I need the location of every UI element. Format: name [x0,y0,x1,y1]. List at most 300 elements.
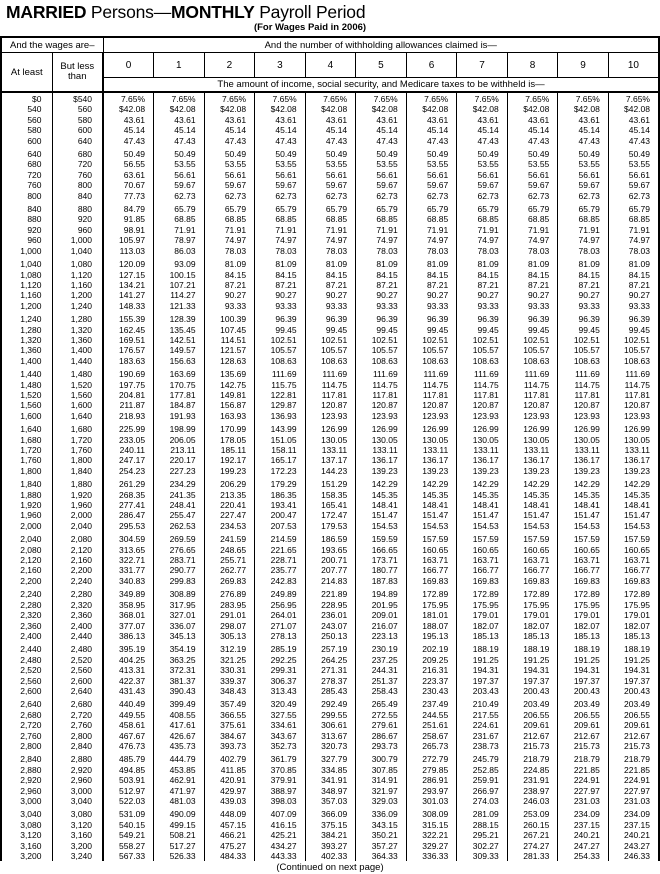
withholding-amount-cell: 114.75 [356,380,407,390]
wage-cell: 2,600 [1,686,52,696]
withholding-amount-cell: 65.79 [255,204,306,214]
table-row [1,466,659,476]
withholding-amount-cell: 74.97 [255,235,306,245]
withholding-amount-cell: 200.43 [624,685,650,696]
withholding-amount-cell: 87.21 [507,280,558,290]
withholding-amount-cell: 291.01 [204,610,255,620]
withholding-amount-cell: 87.21 [457,280,508,290]
table-row [1,631,659,641]
withholding-amount-cell: 182.07 [457,621,508,631]
table-row [1,676,659,686]
withholding-amount-cell: 96.39 [457,314,508,324]
wage-cell: 2,800 [1,741,52,751]
withholding-amount-cell: 84.15 [507,270,558,280]
withholding-amount-cell: 56.61 [204,170,255,180]
wage-cell: 1,840 [1,479,52,489]
withholding-amount-cell: 43.61 [558,115,609,125]
withholding-amount-cell: 251.37 [356,676,407,686]
wage-cell: 720 [1,170,52,180]
withholding-amount-cell: 448.09 [204,809,255,819]
withholding-amount-cell: 151.47 [558,510,609,520]
withholding-amount-cell: 281.33 [507,851,558,861]
withholding-amount-cell: 249.89 [255,589,306,599]
withholding-table [0,36,660,861]
withholding-amount-cell: 336.09 [356,809,407,819]
wage-cell: 3,120 [1,830,52,840]
withholding-amount-cell: 145.35 [624,489,650,500]
withholding-amount-cell: 231.03 [624,796,650,806]
withholding-amount-cell: 188.19 [558,644,609,654]
wage-cell: 920 [52,214,103,224]
withholding-amount-cell: 265.73 [406,741,457,751]
wage-cell: 1,800 [52,455,103,465]
withholding-amount-cell: 102.51 [406,335,457,345]
withholding-amount-cell: 65.79 [457,204,508,214]
withholding-amount-cell: 71.91 [305,225,356,235]
withholding-amount-cell: 234.29 [154,479,205,489]
withholding-amount-cell: 84.15 [356,270,407,280]
withholding-amount-cell: 187.83 [356,576,407,586]
withholding-amount-cell: 216.07 [356,621,407,631]
withholding-amount-cell: 218.79 [558,754,609,764]
withholding-amount-cell: 163.69 [154,369,205,379]
withholding-amount-cell: 47.43 [356,136,407,146]
withholding-amount-cell: 59.67 [558,180,609,190]
withholding-amount-cell: 268.35 [103,490,154,500]
wage-cell: 1,440 [1,369,52,379]
withholding-amount-cell: 81.09 [628,259,650,270]
wage-cell: 2,400 [1,631,52,641]
withholding-amount-cell: 71.91 [628,224,650,235]
withholding-amount-cell: 134.21 [103,280,154,290]
withholding-amount-cell: 264.25 [305,655,356,665]
withholding-amount-cell: 45.14 [356,125,407,135]
withholding-amount-cell: 68.85 [406,214,457,224]
withholding-amount-cell: 62.73 [356,191,407,201]
withholding-amount-cell: 485.79 [103,754,154,764]
withholding-amount-cell: 172.89 [558,589,609,599]
wage-cell: 560 [52,104,103,114]
withholding-amount-cell: 102.51 [356,335,407,345]
withholding-amount-cell: 45.14 [154,125,205,135]
withholding-amount-cell: 240.21 [558,830,609,840]
withholding-amount-cell: 136.17 [457,455,508,465]
withholding-amount-cell: 322.21 [406,830,457,840]
wage-cell: 1,240 [1,314,52,324]
withholding-amount-cell: 255.47 [154,510,205,520]
withholding-amount-cell: 50.49 [154,149,205,159]
withholding-amount-cell: 402.79 [204,754,255,764]
withholding-amount-cell: 286.47 [103,510,154,520]
withholding-amount-cell: 235.77 [255,565,306,575]
withholding-amount-cell: 204.81 [103,390,154,400]
withholding-amount-cell: 93.33 [305,301,356,311]
wage-cell: 840 [1,204,52,214]
wage-cell: 580 [52,115,103,125]
wage-cell: 1,480 [1,380,52,390]
withholding-amount-cell: 65.79 [154,204,205,214]
table-row [1,411,659,421]
wage-cell: 2,960 [52,775,103,785]
withholding-amount-cell: 56.55 [103,159,154,169]
withholding-amount-cell: 172.89 [457,589,508,599]
wage-cell: 2,200 [1,576,52,586]
withholding-amount-cell: 540.15 [103,820,154,830]
withholding-amount-cell: 96.39 [305,314,356,324]
withholding-amount-cell: 190.69 [103,369,154,379]
withholding-amount-cell: 74.97 [406,235,457,245]
withholding-amount-cell: 223.13 [356,631,407,641]
withholding-amount-cell: 59.67 [628,180,650,191]
wage-cell: 2,960 [1,786,52,796]
withholding-amount-cell: 213.11 [154,445,205,455]
withholding-amount-cell: 128.39 [154,314,205,324]
withholding-amount-cell: 117.81 [305,390,356,400]
withholding-amount-cell: 170.99 [204,424,255,434]
withholding-amount-cell: 169.51 [103,335,154,345]
table-row [1,576,659,586]
withholding-amount-cell: 175.95 [507,600,558,610]
withholding-amount-cell: 210.49 [457,699,508,709]
withholding-amount-cell: 117.81 [558,390,609,400]
withholding-amount-cell: 154.53 [507,521,558,531]
withholding-amount-cell: 224.91 [558,775,609,785]
withholding-amount-cell: 113.03 [103,246,154,256]
withholding-amount-cell: 300.79 [356,754,407,764]
wage-cell: 880 [52,204,103,214]
withholding-amount-cell: 228.71 [255,555,306,565]
withholding-amount-cell: 71.91 [154,225,205,235]
withholding-amount-cell: 314.91 [356,775,407,785]
withholding-amount-cell: 278.37 [305,676,356,686]
withholding-amount-cell: 272.79 [406,754,457,764]
withholding-amount-cell: 251.61 [406,720,457,730]
withholding-amount-cell: 74.97 [356,235,407,245]
withholding-amount-cell: 45.14 [406,125,457,135]
withholding-amount-cell: 53.55 [507,159,558,169]
withholding-amount-cell: 84.15 [305,270,356,280]
withholding-amount-cell: 211.87 [103,400,154,410]
withholding-amount-cell: 209.61 [507,720,558,730]
withholding-amount-cell: 47.43 [154,136,205,146]
wage-cell: 1,720 [1,445,52,455]
withholding-amount-cell: 142.29 [624,479,650,490]
withholding-amount-cell: 165.41 [305,500,356,510]
table-row [1,830,659,840]
withholding-amount-cell: 87.21 [406,280,457,290]
withholding-amount-cell: 81.09 [356,259,407,269]
withholding-amount-cell: 166.77 [507,565,558,575]
withholding-amount-cell: 234.09 [558,809,609,819]
withholding-amount-cell: 420.91 [204,775,255,785]
withholding-amount-cell: 508.21 [154,830,205,840]
withholding-amount-cell: 462.91 [154,775,205,785]
withholding-amount-cell: 93.33 [255,301,306,311]
withholding-amount-cell: 117.81 [406,390,457,400]
allowance-column-header: 4 [305,53,356,78]
withholding-amount-cell: 108.63 [406,356,457,366]
wage-cell: 1,560 [52,390,103,400]
withholding-amount-cell: 213.35 [204,490,255,500]
withholding-amount-cell: 139.23 [406,466,457,476]
withholding-amount-cell: 223.37 [406,676,457,686]
withholding-amount-cell: 99.45 [305,325,356,335]
withholding-amount-cell: 87.21 [305,280,356,290]
wage-cell: 2,600 [52,676,103,686]
table-row [1,301,659,311]
withholding-amount-cell: 322.71 [103,555,154,565]
withholding-amount-cell: 169.83 [507,576,558,586]
wage-cell: 2,280 [1,600,52,610]
withholding-amount-cell: 143.99 [255,424,306,434]
withholding-amount-cell: 56.61 [305,170,356,180]
withholding-amount-cell: 81.09 [255,259,306,269]
withholding-amount-cell: 81.09 [406,259,457,269]
table-row [1,280,659,290]
withholding-amount-cell: 166.65 [356,545,407,555]
wage-cell: 1,440 [52,356,103,366]
withholding-amount-cell: 395.19 [103,644,154,654]
withholding-amount-cell: 98.91 [103,225,154,235]
withholding-amount-cell: 45.14 [103,125,154,135]
withholding-amount-cell: 107.21 [154,280,205,290]
wage-cell: 1,000 [52,235,103,245]
wage-cell: 1,920 [52,490,103,500]
withholding-amount-cell: 114.75 [558,380,609,390]
withholding-amount-cell: 50.49 [204,149,255,159]
withholding-amount-cell: 175.95 [558,600,609,610]
withholding-amount-cell: 231.91 [507,775,558,785]
wage-cell: 3,240 [52,851,103,861]
withholding-amount-cell: 126.99 [507,424,558,434]
withholding-amount-cell: 43.61 [457,115,508,125]
wage-cell: 640 [52,136,103,146]
withholding-amount-cell: 45.14 [558,125,609,135]
withholding-amount-cell: 157.59 [507,534,558,544]
table-row [1,424,659,434]
withholding-amount-cell: 141.27 [103,290,154,300]
table-row [1,851,659,861]
withholding-amount-cell: 7.65% [356,92,407,104]
withholding-amount-cell: 102.51 [457,335,508,345]
withholding-amount-cell: 126.99 [305,424,356,434]
withholding-amount-cell: 499.15 [154,820,205,830]
withholding-amount-cell: 390.43 [154,686,205,696]
withholding-amount-cell: 96.39 [628,314,650,325]
withholding-amount-cell: 198.99 [154,424,205,434]
wage-cell: 1,040 [1,259,52,269]
withholding-amount-cell: 50.49 [507,149,558,159]
withholding-amount-cell: 313.43 [255,686,306,696]
withholding-amount-cell: 47.43 [204,136,255,146]
wage-cell: 2,080 [1,545,52,555]
withholding-amount-cell: 439.03 [204,796,255,806]
withholding-amount-cell: 53.55 [204,159,255,169]
withholding-amount-cell: 136.93 [255,411,306,421]
withholding-amount-cell: 308.09 [406,809,457,819]
withholding-amount-cell: 467.67 [103,731,154,741]
withholding-amount-cell: 102.51 [624,334,650,345]
withholding-amount-cell: 122.81 [255,390,306,400]
wage-cell: 800 [1,191,52,201]
withholding-amount-cell: 84.15 [457,270,508,280]
withholding-amount-cell: 357.03 [305,796,356,806]
withholding-amount-cell: 68.85 [305,214,356,224]
withholding-amount-cell: 78.03 [356,246,407,256]
withholding-amount-cell: 163.71 [457,555,508,565]
wage-cell: 3,000 [1,796,52,806]
withholding-amount-cell: 148.41 [507,500,558,510]
withholding-amount-cell: 96.39 [406,314,457,324]
wage-cell: 1,840 [52,466,103,476]
withholding-amount-cell: 163.71 [507,555,558,565]
withholding-amount-cell: 522.03 [103,796,154,806]
table-row [1,765,659,775]
withholding-amount-cell: 306.37 [255,676,306,686]
withholding-amount-cell: 130.05 [507,435,558,445]
withholding-amount-cell: 56.61 [154,170,205,180]
withholding-amount-cell: 299.31 [255,665,306,675]
withholding-amount-cell: 133.11 [356,445,407,455]
withholding-amount-cell: 120.87 [305,400,356,410]
withholding-amount-cell: 78.03 [305,246,356,256]
withholding-amount-cell: 45.14 [255,125,306,135]
withholding-amount-cell: 379.91 [255,775,306,785]
withholding-amount-cell: 68.85 [204,214,255,224]
table-row [1,445,659,455]
withholding-amount-cell: 200.71 [305,555,356,565]
wage-cell: 1,000 [1,246,52,256]
withholding-amount-cell: 321.97 [356,786,407,796]
withholding-amount-cell: 363.25 [154,655,205,665]
withholding-amount-cell: 154.53 [356,521,407,531]
withholding-amount-cell: 453.85 [154,765,205,775]
withholding-amount-cell: 182.07 [558,621,609,631]
withholding-amount-cell: 166.77 [457,565,508,575]
wage-cell: 2,760 [1,731,52,741]
withholding-amount-cell: 393.27 [305,841,356,851]
table-row [1,235,659,245]
wage-cell: 1,640 [1,424,52,434]
table-row [1,686,659,696]
withholding-amount-cell: 169.83 [457,576,508,586]
withholding-amount-cell: 157.59 [406,534,457,544]
withholding-amount-cell: 179.01 [624,610,650,621]
wage-cell: 2,240 [1,589,52,599]
wage-cell: 640 [1,149,52,159]
withholding-amount-cell: 163.71 [558,555,609,565]
withholding-amount-cell: 47.43 [628,135,650,146]
withholding-amount-cell: 65.79 [507,204,558,214]
withholding-amount-cell: 151.05 [255,435,306,445]
table-row [1,246,659,256]
withholding-amount-cell: 93.33 [558,301,609,311]
withholding-amount-cell: 87.21 [356,280,407,290]
withholding-amount-cell: 361.79 [255,754,306,764]
withholding-amount-cell: 191.25 [457,655,508,665]
withholding-amount-cell: 47.43 [255,136,306,146]
withholding-amount-cell: 105.57 [305,345,356,355]
wage-cell: 1,240 [52,301,103,311]
wage-cell: 3,000 [52,786,103,796]
wage-cell: 2,840 [52,741,103,751]
table-row [1,589,659,599]
withholding-amount-cell: 158.11 [255,445,306,455]
withholding-amount-cell: 237.25 [356,655,407,665]
withholding-amount-cell: 117.81 [507,390,558,400]
withholding-amount-cell: 53.55 [457,159,508,169]
withholding-amount-cell: 108.63 [624,355,650,366]
withholding-amount-cell: 59.67 [507,180,558,190]
withholding-amount-cell: 86.03 [154,246,205,256]
withholding-amount-cell: 186.35 [255,490,306,500]
withholding-amount-cell: 267.21 [507,830,558,840]
wage-cell: 600 [52,125,103,135]
withholding-amount-cell: 197.37 [507,676,558,686]
withholding-amount-cell: 197.75 [103,380,154,390]
withholding-amount-cell: 56.61 [507,170,558,180]
table-row [1,710,659,720]
table-row [1,479,659,489]
withholding-amount-cell: 62.73 [154,191,205,201]
at-least-header: At least [1,53,52,93]
wage-cell: 1,640 [52,411,103,421]
wage-cell: 1,160 [1,290,52,300]
withholding-amount-cell: 206.05 [154,435,205,445]
withholding-amount-cell: 78.03 [204,246,255,256]
withholding-amount-cell: 56.61 [406,170,457,180]
wage-cell: 2,680 [1,710,52,720]
withholding-amount-cell: 224.85 [507,765,558,775]
withholding-amount-cell: 154.53 [406,521,457,531]
withholding-amount-cell: 123.93 [305,411,356,421]
withholding-amount-cell: 130.05 [457,435,508,445]
withholding-amount-cell: 173.71 [356,555,407,565]
withholding-amount-cell: 99.45 [457,325,508,335]
withholding-amount-cell: 203.49 [558,699,609,709]
wage-cell: $0 [1,92,52,104]
withholding-amount-cell: 43.61 [356,115,407,125]
withholding-amount-cell: 139.23 [457,466,508,476]
withholding-amount-cell: 215.73 [507,741,558,751]
table-row [1,325,659,335]
table-row [1,115,659,125]
withholding-amount-cell: 269.83 [204,576,255,586]
wage-cell: 3,120 [52,820,103,830]
withholding-amount-cell: 53.55 [356,159,407,169]
table-row [1,225,659,235]
withholding-amount-cell: 111.69 [356,369,407,379]
withholding-amount-cell: 248.41 [154,500,205,510]
withholding-amount-cell: 71.91 [255,225,306,235]
withholding-amount-cell: 123.93 [457,411,508,421]
withholding-amount-cell: 90.27 [255,290,306,300]
withholding-amount-cell: 188.19 [457,644,508,654]
withholding-amount-cell: 364.33 [356,851,407,861]
table-row [1,565,659,575]
table-row [1,610,659,620]
withholding-amount-cell: 283.95 [204,600,255,610]
withholding-amount-cell: 320.73 [305,741,356,751]
withholding-amount-cell: 179.29 [255,479,306,489]
withholding-amount-cell: 50.49 [305,149,356,159]
withholding-amount-cell: 128.63 [204,356,255,366]
wage-cell: 2,880 [52,754,103,764]
withholding-amount-cell: $42.08 [255,104,306,114]
withholding-amount-cell: 254.23 [103,466,154,476]
withholding-amount-cell: 47.43 [558,136,609,146]
withholding-amount-cell: 517.27 [154,841,205,851]
